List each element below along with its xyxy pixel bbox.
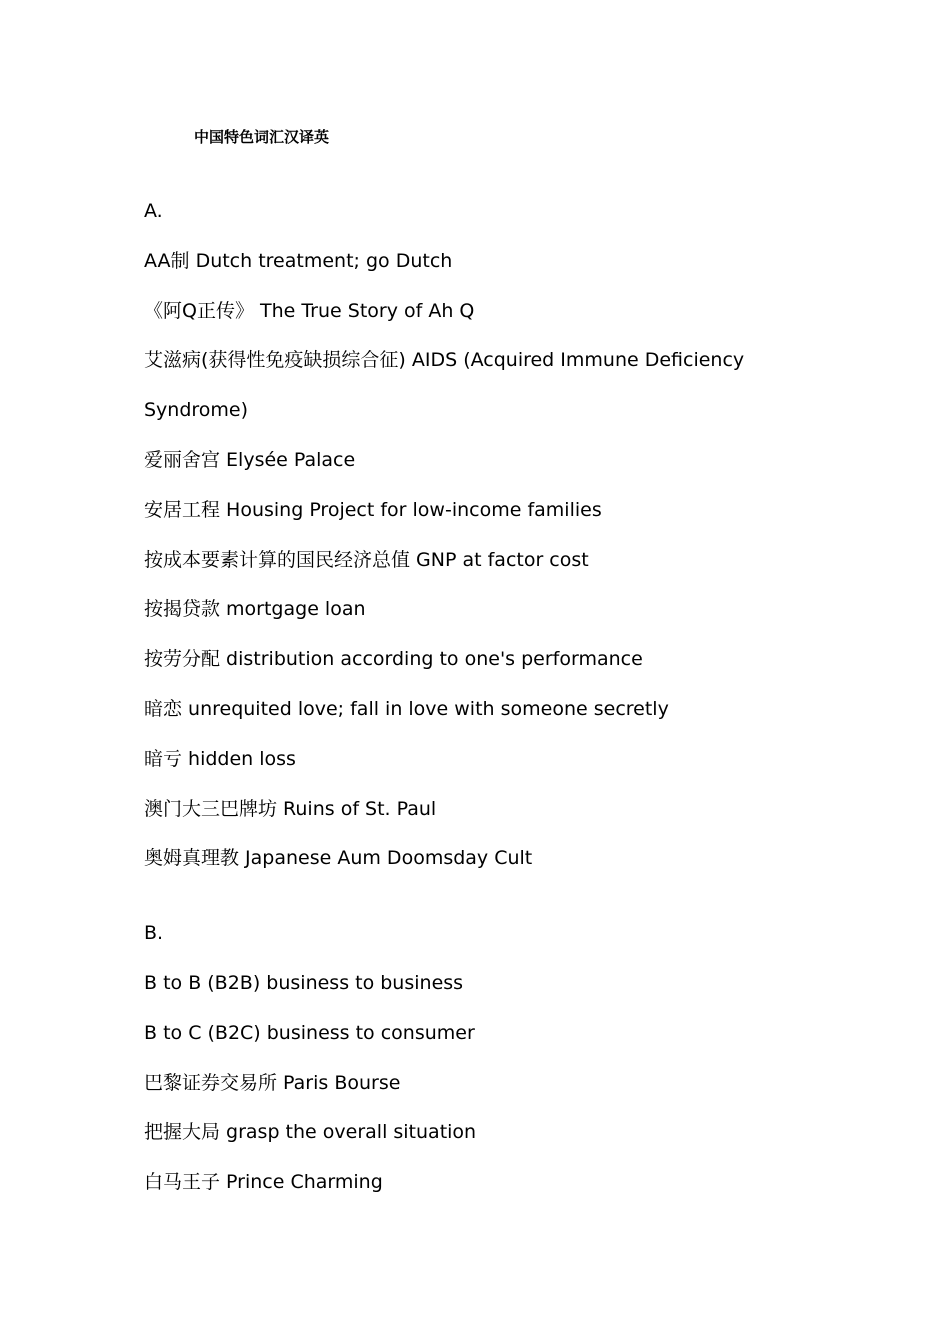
- section-heading-a: A.: [144, 200, 163, 222]
- entry-aa-system: AA制 Dutch treatment; go Dutch: [144, 249, 453, 272]
- entry-b2c: B to C (B2C) business to consumer: [144, 1021, 475, 1044]
- entry-aum-cult: 奥姆真理教 Japanese Aum Doomsday Cult: [144, 847, 533, 870]
- entry-unrequited-love: 暗恋 unrequited love; fall in love with someone secretly: [144, 697, 669, 720]
- document-title: 中国特色词汇汉译英: [194, 128, 330, 146]
- entry-gnp-factor-cost: 按成本要素计算的国民经济总值 GNP at factor cost: [144, 548, 589, 571]
- entry-mortgage-loan: 按揭贷款 mortgage loan: [144, 598, 366, 621]
- document-body: [144, 187, 804, 1208]
- entry-b2b: B to B (B2B) business to business: [144, 971, 464, 994]
- entry-elysee-palace: 爱丽舍宫 Elysée Palace: [144, 448, 356, 471]
- entry-ruins-st-paul: 澳门大三巴牌坊 Ruins of St. Paul: [144, 797, 437, 820]
- entry-aids-continued: Syndrome): [144, 399, 249, 422]
- entry-aids: 艾滋病(获得性免疫缺损综合征) AIDS (Acquired Immune Deficiency: [144, 349, 745, 372]
- entry-hidden-loss: 暗亏 hidden loss: [144, 747, 296, 770]
- entry-prince-charming: 白马王子 Prince Charming: [144, 1171, 383, 1194]
- entry-ah-q: 《阿Q正传》 The True Story of Ah Q: [144, 299, 475, 322]
- entry-distribution-performance: 按劳分配 distribution according to one's performance: [144, 648, 643, 671]
- entry-paris-bourse: 巴黎证券交易所 Paris Bourse: [144, 1071, 401, 1094]
- entry-housing-project: 安居工程 Housing Project for low-income families: [144, 498, 602, 521]
- entry-overall-situation: 把握大局 grasp the overall situation: [144, 1121, 477, 1144]
- section-heading-b: B.: [144, 922, 164, 945]
- section-spacer: [144, 884, 804, 909]
